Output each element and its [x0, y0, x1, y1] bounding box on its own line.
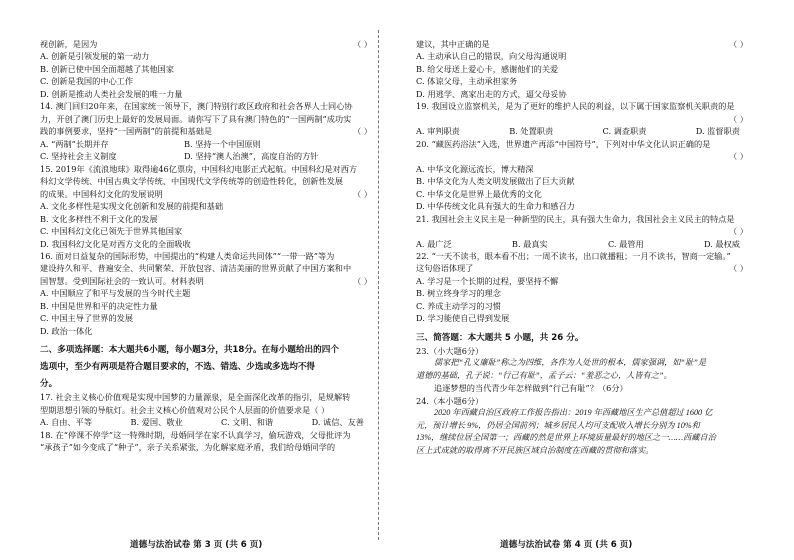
option: B. 最真实: [511, 238, 548, 249]
question-22: 22. “一天不读书，眼本看不出；一周不读书，出口就播粗；一月不读书，智商一定输。”: [416, 250, 731, 261]
option: A. 自由、平等: [40, 417, 93, 428]
option: C. 文明、和谐: [221, 417, 274, 428]
option: C. 调查职责: [602, 126, 647, 137]
option-row: [40, 150, 380, 162]
question-18-line: “承孩子”如今变成了“种子”，亲子关系紧张，为化解家庭矛盾，我们给母婚同学的: [40, 442, 336, 453]
option: B. 给父母送上爱心卡，感谢他们的关爱: [416, 63, 559, 74]
option: D. 中华传统文化具有强大的生命力和感召力: [416, 201, 575, 212]
option: B. 爱国、敬业: [130, 417, 183, 428]
question-15: 15. 2019年《流浪地球》取得逾46亿票房，中国科幻电影正式起航。中国科幻是对西方: [40, 163, 358, 174]
option: B. 创新已使中国全面超越了其他国家: [40, 63, 175, 74]
option: C. 创新是我国的中心工作: [40, 76, 134, 87]
option: A. 创新是引领发展的第一动力: [40, 51, 150, 62]
question-15-line: 的成果。中国科幻文化的发展说明 （ ）: [40, 188, 380, 200]
question-24-passage: 2020 年西藏自治区政府工作报告指出：2019 年西藏地区生产总值超过 1600 亿: [434, 408, 713, 418]
answer-paren: （ ）: [729, 39, 748, 49]
option: D. 学习能使自己得到发展: [416, 313, 510, 324]
question-15-line: 科幻文学传统、中国古典文学传统、中国现代文学传统等的创造性转化，创新性发展: [40, 176, 343, 187]
option: D. 诚信、友善: [311, 417, 364, 428]
question-17-line: 型期思想引领的导航灯。社会主义核心价值观对公民个人层面的价值要求是（ ）: [40, 404, 330, 415]
question-17: 17. 社会主义核心价值观是实现中国梦的力量源泉，是全面深化改革的指引，是规解转: [40, 392, 351, 403]
option: A. 中华文化源远流长，博大精深: [416, 163, 534, 174]
page-footer-left: 道德与法治试卷 第 3 页 (共 6 页): [130, 540, 263, 550]
question-21: 21. 我国社会主义民主是一种新型的民主，具有强大生命力，我国社会主义民主的特点是: [416, 213, 735, 224]
question-23-passage: 儒家把“孔义廉耻”称之为四维，各作为人处世的根本，儒家强调，如“耻”是: [434, 358, 707, 368]
question-18: 18. 在“停课不停学”这一特殊时期，母婚同学在家不认真学习，偷玩游戏，父母批评为: [40, 429, 351, 440]
question-14-line: 践的事例要求，坚持“一国两制”的前提和基础是 （ ）: [40, 125, 380, 137]
option: D. 创新是推动人类社会发展的唯一力量: [40, 88, 183, 99]
question-16: 16. 面对日益复杂的国际形势，中国提出的“构建人类命运共同体”“一带一路”等为: [40, 250, 335, 261]
question-24-passage-line: 区上式成就的取得离不开民族区域自治制度在西藏的贯彻和落实。: [416, 445, 654, 455]
option: C. 最管用: [607, 238, 644, 249]
question-24-passage-line: 13%，继续位居全国第一；西藏的然是世界上环境质量最好的地区之一……西藏自治: [416, 433, 716, 443]
option: B. 文化多样性不利于文化的发展: [40, 213, 158, 224]
answer-paren: （ ）: [729, 151, 748, 162]
question-24-head: 24.（本小题6分）: [416, 395, 484, 406]
page-divider: [378, 30, 379, 540]
option: A. 最广泛: [416, 238, 452, 249]
question-23-ask: 追逐梦想的当代青少年怎样做到“行己有耻”？（6分）: [434, 383, 628, 394]
answer-paren-line: [416, 225, 756, 237]
section-2-title: 二、多项选择题：本大题共6小题，每小题3分，共18分。在每小题给出的四个: [40, 345, 339, 356]
option: D. 用逃学、离家出走的方式，逼父母妥协: [416, 88, 567, 99]
answer-paren: （ ）: [729, 226, 748, 237]
option: B. 处置职责: [509, 126, 554, 137]
option-row: [416, 125, 756, 137]
question-22-line: 这句俗语体现了 （ ）: [416, 262, 756, 274]
option: D. 政治一体化: [40, 325, 93, 336]
question-16-line: 建设持久和平、普遍安全、共同繁荣、开放包容、清洁美丽的世界贡献了中国方案和中: [40, 263, 352, 274]
answer-paren: （ ）: [353, 39, 372, 49]
option: D. 最权威: [703, 238, 740, 249]
question-14: 14. 澳门回归20年来，在国家统一领导下，澳门特别行政区政府和社会各界人士同心协: [40, 101, 353, 112]
right-page-column: [416, 38, 756, 457]
option: B. 中华文化为人类文明发展做出了巨大贡献: [416, 176, 575, 187]
option-row: [40, 416, 380, 428]
question-13-tail: 视创新，是因为 （ ）: [40, 38, 380, 50]
option-row: [416, 238, 756, 250]
option: C. 中国主导了世界的发展: [40, 313, 134, 324]
question-19: 19. 我国设立监察机关，是为了更好的维护人民的利益，以下属于国家监察机关职责的是: [416, 101, 735, 112]
question-18-tail: 建议，其中正确的是 （ ）: [416, 38, 756, 50]
question-14-line: 力，开创了澳门历史上最好的发展局面。请你写下了具有澳门特色的“一国两制”成功实: [40, 113, 352, 124]
answer-paren: （ ）: [729, 263, 748, 274]
answer-paren: （ ）: [729, 113, 748, 124]
answer-paren: （ ）: [353, 275, 372, 286]
option: D. 监督职责: [695, 126, 740, 137]
option: D. 我国科幻文化是对西方文化的全面吸收: [40, 238, 191, 249]
option: C. 体谅父母，主动承担家务: [416, 76, 518, 87]
question-20: 20. “藏医药浴法”入选，世界遗产再添“中国符号”，下列对中华文化认识正确的是: [416, 138, 711, 149]
option: A. 审判职责: [416, 126, 460, 137]
page-footer-right: 道德与法治试卷 第 4 页 (共 6 页): [500, 540, 633, 550]
option: B. 树立终身学习的理念: [416, 288, 501, 299]
option: B. 中国是世界和平的决定性力量: [40, 300, 158, 311]
option: A. 主动承认自己的错误，向父母沟通说明: [416, 51, 567, 62]
section-3-title: 三、简答题：本大题共 5 小题，共 26 分。: [416, 332, 584, 343]
answer-paren-line: [416, 150, 756, 162]
option: A. 中国顺应了和平与发展的当今时代主题: [40, 288, 191, 299]
option: D. 坚持“澳人治澳”，高度自治的方针: [184, 151, 319, 162]
question-16-line: 国智慧。受到国际社会的一致认可。材料表明 （ ）: [40, 275, 380, 287]
question-24-passage-line: 元，预计增长 9%，仍居全国前列；城乡居民人均可支配收入增长分别为 10%和: [416, 420, 700, 430]
option: B. 坚持一个中国原则: [184, 138, 261, 149]
option: C. 坚持社会主义制度: [40, 151, 117, 162]
answer-paren-line: [416, 113, 756, 125]
option: C. 中华文化是世界上最优秀的文化: [416, 188, 542, 199]
answer-paren: （ ）: [353, 126, 372, 137]
question-23-head: 23.（小大题6分）: [416, 345, 484, 356]
option: C. 养成主动学习的习惯: [416, 300, 501, 311]
section-2-title-line: 分。: [40, 379, 58, 390]
option: C. 中国科幻文化已领先于世界其他国家: [40, 226, 183, 237]
left-page-column: [40, 38, 380, 454]
option: A. 学习是一个长期的过程，要坚持不懈: [416, 275, 559, 286]
option-row: [40, 138, 380, 150]
section-2-title-line: 选项中，至少有两项是符合题目要求的，不选、错选、少选或多选均不得: [40, 362, 316, 373]
option: A. 文化多样性是实现文化创新和发展的前提和基础: [40, 201, 224, 212]
answer-paren: （ ）: [353, 188, 372, 199]
question-23-passage-line: 道德的基础，孔子说：“行己有耻”，孟子云：“羞恶之心，人皆有之”。: [416, 370, 672, 380]
option: A. “两制”长期并存: [40, 138, 109, 149]
